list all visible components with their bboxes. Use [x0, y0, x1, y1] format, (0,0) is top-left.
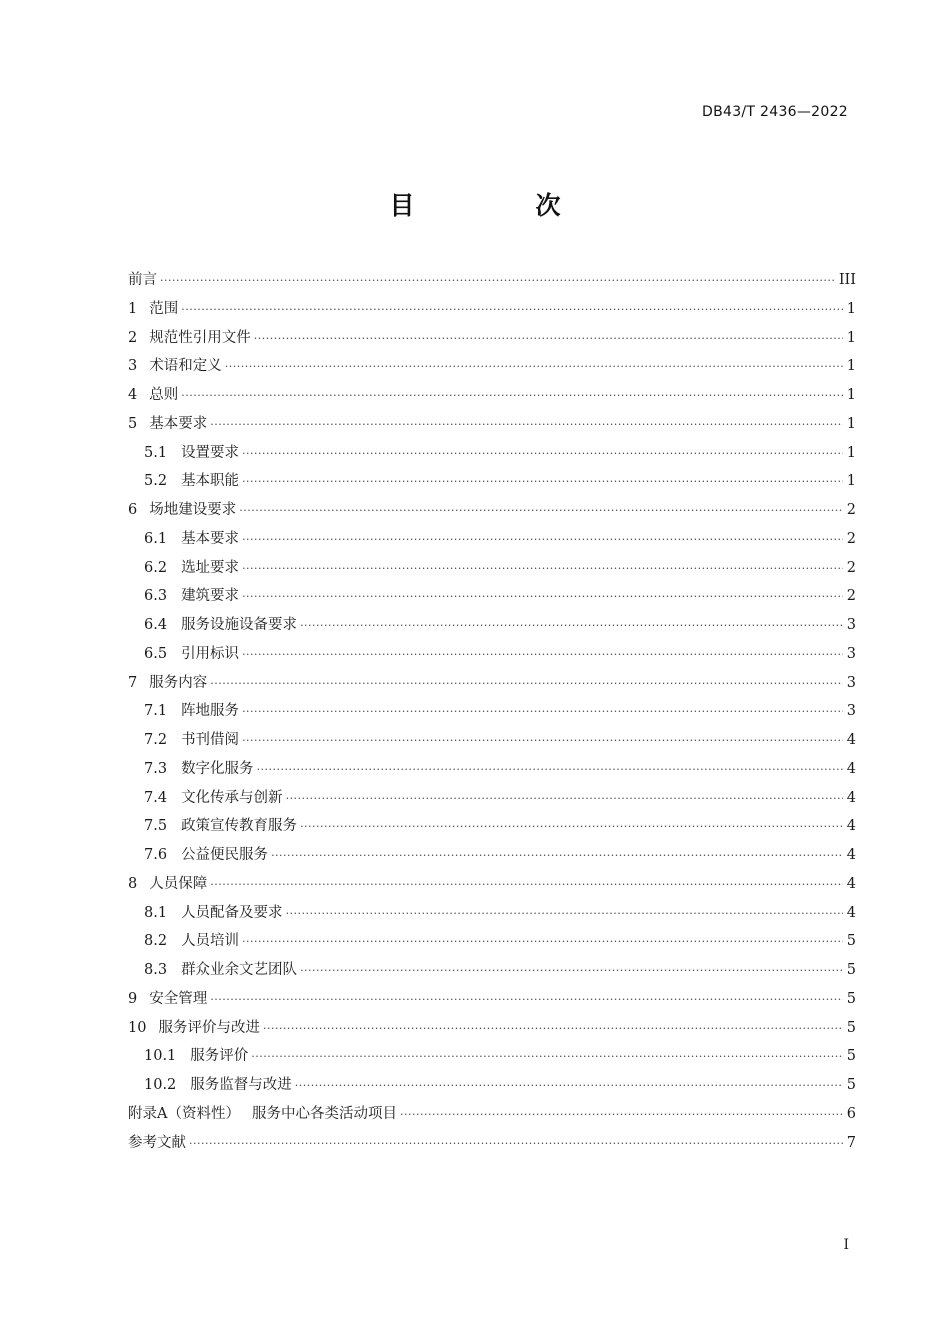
- dot-leader: [286, 785, 843, 814]
- toc-entry-5-1[interactable]: [128, 439, 856, 468]
- toc-entry-references[interactable]: [128, 1129, 856, 1158]
- dot-leader: [300, 612, 843, 641]
- toc-entry-title: 基本职能: [181, 473, 240, 490]
- toc-entry-title: 安全管理: [149, 990, 208, 1007]
- dot-leader: [251, 1043, 842, 1072]
- toc-entry-page: 2: [846, 502, 856, 518]
- dot-leader: [295, 1072, 843, 1101]
- toc-entry-8-1[interactable]: [128, 899, 856, 928]
- table-of-contents: [128, 266, 856, 1157]
- toc-entry-3[interactable]: [128, 352, 856, 381]
- toc-entry-6-2[interactable]: [128, 554, 856, 583]
- toc-entry-page: 1: [846, 300, 856, 317]
- toc-entry-title: 公益便民服务: [181, 847, 269, 863]
- toc-entry-7-3[interactable]: [128, 755, 856, 784]
- toc-entry-1[interactable]: [128, 295, 856, 324]
- toc-entry-number: 2: [128, 329, 138, 346]
- toc-entry-title: 规范性引用文件: [149, 329, 251, 346]
- toc-entry-title: 参考文献: [128, 1134, 186, 1151]
- toc-entry-title: 服务评价: [190, 1048, 249, 1065]
- toc-entry-page: 1: [846, 415, 856, 432]
- toc-entry-page: 4: [846, 789, 856, 806]
- toc-entry-number: 1: [128, 300, 138, 317]
- toc-entry-title: 设置要求: [181, 444, 240, 461]
- toc-entry-page: 5: [846, 962, 856, 978]
- toc-entry-page: 7: [846, 1134, 856, 1151]
- dot-leader: [286, 900, 843, 929]
- toc-entry-9[interactable]: [128, 985, 856, 1014]
- toc-entry-2[interactable]: [128, 324, 856, 353]
- toc-entry-title: 选址要求: [181, 559, 240, 576]
- toc-entry-10[interactable]: [128, 1014, 856, 1043]
- toc-entry-page: 4: [846, 760, 856, 777]
- dot-leader: [210, 411, 843, 440]
- toc-entry-number: 6.5: [144, 645, 168, 662]
- dot-leader: [300, 813, 843, 842]
- toc-entry-number: 6: [128, 502, 138, 518]
- toc-entry-number: 10: [128, 1019, 147, 1036]
- toc-entry-title: 政策宣传教育服务: [181, 818, 298, 835]
- toc-entry-page: 6: [846, 1105, 856, 1122]
- toc-entry-number: 4: [128, 387, 138, 403]
- dot-leader: [181, 296, 843, 325]
- dot-leader: [242, 928, 843, 957]
- toc-entry-page: 1: [846, 358, 856, 375]
- toc-entry-page: 5: [846, 1019, 856, 1036]
- document-code: DB43/T 2436—2022: [702, 104, 848, 120]
- toc-entry-8-3[interactable]: [128, 956, 856, 985]
- toc-entry-number: 7.4: [144, 789, 168, 806]
- toc-entry-title: 引用标识: [181, 645, 240, 662]
- toc-entry-number: 7.1: [144, 703, 168, 720]
- toc-entry-7-4[interactable]: [128, 784, 856, 813]
- toc-entry-page: 5: [846, 990, 856, 1007]
- toc-entry-number: 8.1: [144, 904, 168, 921]
- toc-entry-page: 2: [846, 530, 856, 547]
- toc-entry-page: 4: [846, 732, 856, 748]
- toc-entry-preface[interactable]: [128, 266, 856, 295]
- toc-entry-number: 5.2: [144, 473, 168, 490]
- toc-entry-title: 术语和定义: [149, 358, 222, 375]
- toc-entry-number: 附录A（资料性）: [128, 1105, 240, 1122]
- toc-entry-title: 前言: [128, 272, 157, 288]
- dot-leader: [242, 555, 843, 584]
- dot-leader: [181, 382, 843, 411]
- toc-entry-title: 范围: [149, 300, 179, 317]
- toc-entry-title: 服务评价与改进: [158, 1019, 260, 1036]
- toc-entry-7-1[interactable]: [128, 697, 856, 726]
- toc-entry-number: 7.6: [144, 847, 168, 863]
- toc-entry-page: 4: [846, 847, 856, 863]
- toc-entry-title: 基本要求: [149, 415, 208, 432]
- toc-entry-7[interactable]: [128, 669, 856, 698]
- toc-entry-page: 2: [846, 588, 856, 605]
- dot-leader: [300, 957, 843, 986]
- toc-entry-6-4[interactable]: [128, 611, 856, 640]
- toc-entry-page: 5: [846, 1048, 856, 1065]
- toc-entry-page: 3: [846, 645, 856, 662]
- toc-entry-5[interactable]: [128, 410, 856, 439]
- toc-entry-number: 10.1: [144, 1048, 177, 1065]
- toc-entry-number: 7.3: [144, 760, 168, 777]
- dot-leader: [242, 468, 843, 497]
- dot-leader: [263, 1015, 843, 1044]
- dot-leader: [210, 986, 843, 1015]
- toc-entry-number: 7.5: [144, 818, 168, 835]
- toc-entry-number: 8.2: [144, 933, 168, 950]
- toc-entry-title: 总则: [149, 387, 179, 403]
- toc-entry-4[interactable]: [128, 381, 856, 410]
- dot-leader: [210, 871, 843, 900]
- toc-entry-7-6[interactable]: [128, 841, 856, 870]
- toc-entry-page: 5: [846, 1077, 856, 1093]
- toc-entry-6[interactable]: [128, 496, 856, 525]
- toc-entry-page: 3: [846, 617, 856, 633]
- toc-entry-title: 服务中心各类活动项目: [251, 1105, 397, 1122]
- toc-entry-page: 5: [846, 933, 856, 950]
- toc-entry-page: 1: [846, 444, 856, 461]
- dot-leader: [239, 497, 843, 526]
- page-number: I: [843, 1237, 849, 1253]
- dot-leader: [225, 353, 843, 382]
- dot-leader: [189, 1130, 843, 1159]
- toc-entry-5-2[interactable]: [128, 467, 856, 496]
- toc-entry-8-2[interactable]: [128, 927, 856, 956]
- toc-entry-page: 4: [846, 818, 856, 835]
- toc-entry-title: 文化传承与创新: [181, 789, 283, 806]
- dot-leader: [160, 267, 835, 296]
- toc-entry-title: 基本要求: [181, 530, 240, 547]
- toc-entry-number: 6.4: [144, 617, 168, 633]
- toc-entry-title: 书刊借阅: [181, 732, 240, 748]
- toc-entry-number: 7: [128, 674, 138, 691]
- toc-entry-page: 1: [846, 329, 856, 346]
- toc-entry-page: 3: [846, 703, 856, 720]
- toc-entry-page: 3: [846, 674, 856, 691]
- toc-entry-title: 群众业余文艺团队: [181, 962, 298, 978]
- toc-entry-page: 4: [846, 875, 856, 892]
- toc-entry-7-5[interactable]: [128, 812, 856, 841]
- dot-leader: [257, 756, 843, 785]
- toc-entry-page: 1: [846, 473, 856, 490]
- dot-leader: [254, 325, 843, 354]
- toc-entry-number: 3: [128, 358, 138, 375]
- dot-leader: [242, 698, 843, 727]
- toc-entry-title: 人员保障: [149, 875, 208, 892]
- toc-entry-number: 5.1: [144, 444, 168, 461]
- toc-entry-appendix-a[interactable]: [128, 1100, 856, 1129]
- toc-entry-8[interactable]: [128, 870, 856, 899]
- toc-entry-page: 1: [846, 387, 856, 403]
- toc-entry-number: 6.1: [144, 530, 168, 547]
- toc-entry-number: 5: [128, 415, 138, 432]
- dot-leader: [242, 526, 843, 555]
- toc-entry-10-1[interactable]: [128, 1042, 856, 1071]
- toc-entry-title: 数字化服务: [181, 760, 254, 777]
- dot-leader: [242, 727, 843, 756]
- toc-entry-title: 场地建设要求: [149, 502, 237, 518]
- toc-entry-7-2[interactable]: [128, 726, 856, 755]
- toc-entry-number: 9: [128, 990, 138, 1007]
- toc-entry-number: 8: [128, 875, 138, 892]
- dot-leader: [242, 440, 843, 469]
- toc-entry-6-5[interactable]: [128, 640, 856, 669]
- dot-leader: [210, 670, 843, 699]
- dot-leader: [242, 641, 843, 670]
- toc-entry-page: III: [838, 272, 856, 288]
- toc-entry-page: 4: [846, 904, 856, 921]
- toc-entry-title: 建筑要求: [181, 588, 240, 605]
- toc-entry-title: 人员配备及要求: [181, 904, 283, 921]
- toc-entry-title: 人员培训: [181, 933, 240, 950]
- toc-entry-page: 2: [846, 559, 856, 576]
- toc-entry-number: 6.3: [144, 588, 168, 605]
- toc-entry-6-1[interactable]: [128, 525, 856, 554]
- toc-entry-title: 阵地服务: [181, 703, 240, 720]
- toc-entry-title: 服务内容: [149, 674, 208, 691]
- toc-entry-6-3[interactable]: [128, 582, 856, 611]
- toc-entry-number: 10.2: [144, 1077, 177, 1093]
- dot-leader: [242, 583, 843, 612]
- toc-entry-number: 6.2: [144, 559, 168, 576]
- dot-leader: [400, 1101, 843, 1130]
- dot-leader: [271, 842, 843, 871]
- page-title: 目 次: [389, 191, 609, 220]
- toc-entry-title: 服务监督与改进: [190, 1077, 292, 1093]
- toc-entry-number: 8.3: [144, 962, 168, 978]
- toc-entry-title: 服务设施设备要求: [181, 617, 298, 633]
- toc-entry-number: 7.2: [144, 732, 168, 748]
- toc-entry-10-2[interactable]: [128, 1071, 856, 1100]
